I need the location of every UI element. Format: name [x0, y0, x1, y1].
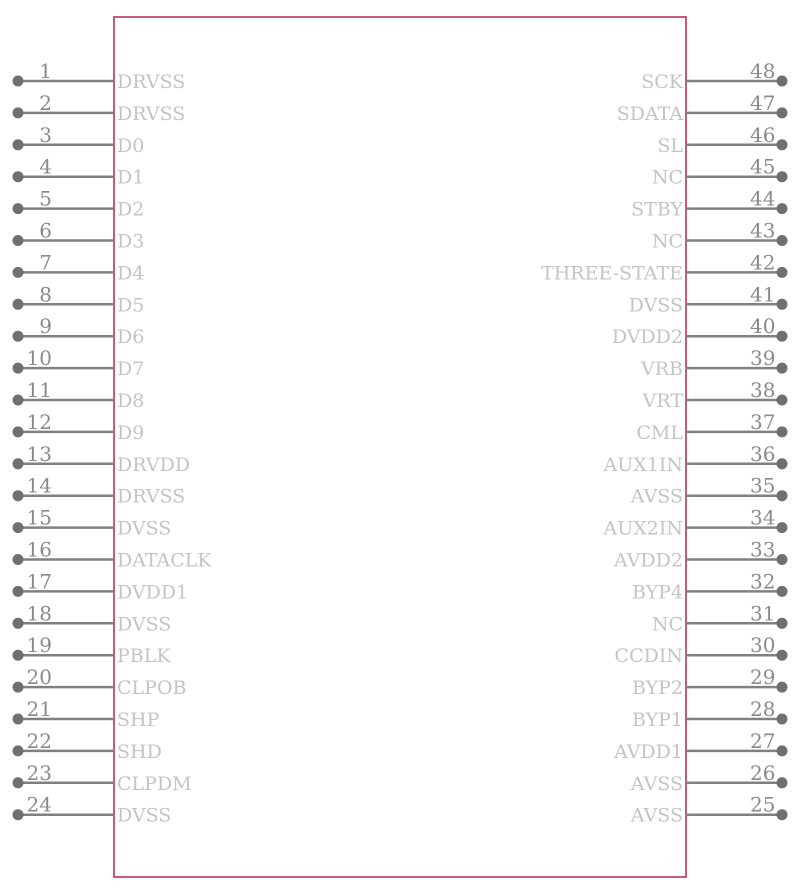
pin-name-label: NC: [651, 613, 683, 636]
pin-number: 2: [39, 90, 52, 115]
pin-number: 12: [26, 409, 52, 434]
pin-name-label: DRVSS: [117, 485, 186, 508]
pin-number: 30: [750, 633, 776, 658]
pin-number: 15: [26, 505, 52, 530]
pin-name-label: AUX1IN: [603, 453, 683, 476]
pin-number: 36: [750, 441, 776, 466]
pin-endpoint-dot: [13, 490, 24, 501]
pin-name-label: DVSS: [628, 294, 683, 317]
pin-number: 29: [750, 665, 776, 690]
pin-number: 38: [750, 378, 776, 402]
pin-number: 7: [39, 250, 52, 275]
pin-endpoint-dot: [13, 331, 24, 342]
pin-endpoint-dot: [13, 777, 24, 788]
pin-number: 22: [26, 728, 52, 753]
pin-name-label: BYP4: [631, 581, 683, 604]
pin-endpoint-dot: [777, 682, 788, 693]
pin-name-label: DVSS: [117, 804, 172, 827]
pin-name-label: PBLK: [117, 645, 171, 668]
pin-name-label: D0: [117, 134, 145, 157]
pin-name-label: STBY: [631, 198, 683, 221]
pin-number: 44: [750, 186, 776, 211]
pin-endpoint-dot: [13, 745, 24, 756]
pin-number: 33: [750, 537, 776, 562]
pin-number: 18: [26, 601, 52, 626]
pin-name-label: CML: [636, 421, 683, 444]
pin-number: 10: [26, 346, 52, 371]
pin-name-label: THREE-STATE: [541, 262, 683, 285]
pin-endpoint-dot: [777, 618, 788, 629]
pin-endpoint-dot: [13, 203, 24, 214]
pin-number: 6: [39, 218, 52, 243]
pin-name-label: SHD: [117, 740, 162, 763]
pin-name-label: VRB: [641, 358, 683, 381]
pin-number: 5: [39, 186, 52, 211]
pin-number: 11: [26, 378, 52, 402]
pin-name-label: NC: [651, 230, 683, 253]
pin-number: 37: [750, 409, 776, 434]
pin-number: 31: [750, 601, 776, 626]
pin-name-label: D4: [117, 262, 145, 285]
pin-number: 42: [750, 250, 776, 275]
pin-endpoint-dot: [777, 554, 788, 565]
pin-endpoint-dot: [13, 554, 24, 565]
pin-endpoint-dot: [777, 490, 788, 501]
pin-name-label: BYP1: [631, 709, 683, 731]
pin-name-label: CCDIN: [614, 645, 683, 668]
pin-endpoint-dot: [777, 107, 788, 118]
pin-endpoint-dot: [13, 458, 24, 469]
pin-name-label: D3: [117, 230, 145, 253]
pin-endpoint-dot: [777, 139, 788, 150]
pin-endpoint-dot: [13, 76, 24, 87]
pin-endpoint-dot: [777, 171, 788, 182]
pin-name-label: BYP2: [631, 677, 683, 700]
pin-number: 19: [26, 633, 52, 658]
pin-endpoint-dot: [777, 76, 788, 87]
pin-endpoint-dot: [777, 458, 788, 469]
pin-endpoint-dot: [777, 235, 788, 246]
pin-number: 47: [750, 90, 776, 115]
pin-name-label: D9: [117, 421, 145, 444]
pin-number: 35: [750, 473, 776, 498]
pin-name-label: SDATA: [616, 102, 683, 125]
pin-number: 24: [26, 792, 52, 817]
pin-endpoint-dot: [13, 363, 24, 374]
pin-name-label: D8: [117, 390, 145, 412]
pin-name-label: SHP: [117, 709, 160, 731]
pin-name-label: D1: [117, 166, 145, 189]
pin-name-label: D2: [117, 198, 145, 221]
pin-number: 16: [26, 537, 52, 562]
pin-number: 4: [39, 154, 52, 179]
pin-name-label: DRVDD: [117, 453, 191, 476]
pin-endpoint-dot: [13, 714, 24, 725]
pin-number: 39: [750, 346, 776, 371]
pin-number: 9: [39, 314, 52, 339]
pin-name-label: D6: [117, 326, 145, 349]
pin-number: 13: [26, 441, 52, 466]
pin-number: 28: [750, 697, 776, 721]
pin-endpoint-dot: [777, 299, 788, 310]
pin-number: 21: [26, 697, 52, 721]
pin-number: 34: [750, 505, 776, 530]
pin-number: 27: [750, 728, 776, 753]
pin-number: 48: [750, 59, 776, 83]
pin-endpoint-dot: [777, 650, 788, 661]
pin-endpoint-dot: [13, 650, 24, 661]
pin-endpoint-dot: [13, 395, 24, 406]
pin-number: 43: [750, 218, 776, 243]
pin-number: 40: [750, 314, 776, 339]
pin-name-label: DRVSS: [117, 102, 186, 125]
pin-name-label: D7: [117, 358, 145, 381]
pin-number: 45: [750, 154, 776, 179]
pin-number: 25: [750, 792, 776, 817]
pin-endpoint-dot: [777, 586, 788, 597]
pin-number: 46: [750, 122, 776, 147]
pin-endpoint-dot: [777, 203, 788, 214]
pin-name-label: CLPDM: [117, 772, 192, 795]
pin-endpoint-dot: [13, 586, 24, 597]
pin-endpoint-dot: [777, 267, 788, 278]
pin-endpoint-dot: [13, 171, 24, 182]
pin-endpoint-dot: [13, 107, 24, 118]
pin-endpoint-dot: [13, 618, 24, 629]
pin-endpoint-dot: [777, 809, 788, 820]
pin-name-label: DVSS: [117, 517, 172, 540]
pin-name-label: CLPOB: [117, 677, 187, 700]
pin-number: 23: [26, 760, 52, 785]
pin-name-label: NC: [651, 166, 683, 189]
pin-endpoint-dot: [13, 809, 24, 820]
pin-name-label: D5: [117, 294, 145, 317]
pin-name-label: DVSS: [117, 613, 172, 636]
pin-endpoint-dot: [777, 426, 788, 437]
pin-number: 26: [750, 760, 776, 785]
pin-name-label: AUX2IN: [603, 517, 683, 540]
pin-endpoint-dot: [777, 331, 788, 342]
pin-number: 20: [26, 665, 52, 690]
pin-endpoint-dot: [777, 522, 788, 533]
pin-endpoint-dot: [777, 363, 788, 374]
pin-name-label: SCK: [641, 71, 683, 93]
pin-name-label: AVDD2: [613, 549, 683, 572]
pin-name-label: DVDD2: [611, 326, 683, 349]
pin-number: 3: [39, 122, 52, 147]
pin-endpoint-dot: [13, 522, 24, 533]
pin-endpoint-dot: [777, 714, 788, 725]
pin-number: 1: [39, 59, 52, 83]
pin-endpoint-dot: [13, 426, 24, 437]
pin-name-label: AVSS: [630, 804, 683, 827]
pin-name-label: SL: [657, 134, 683, 157]
pin-name-label: AVSS: [630, 772, 683, 795]
pin-endpoint-dot: [777, 395, 788, 406]
pin-number: 32: [750, 569, 776, 594]
pin-number: 17: [26, 569, 52, 594]
pin-name-label: DRVSS: [117, 71, 186, 93]
pin-name-label: DATACLK: [117, 549, 212, 572]
pin-endpoint-dot: [777, 745, 788, 756]
pin-number: 41: [750, 282, 776, 307]
pin-name-label: VRT: [642, 390, 683, 412]
pin-name-label: DVDD1: [117, 581, 189, 604]
pin-endpoint-dot: [13, 139, 24, 150]
pin-name-label: AVDD1: [613, 740, 683, 763]
pin-number: 8: [39, 282, 52, 307]
pin-name-label: AVSS: [630, 485, 683, 508]
pin-endpoint-dot: [13, 267, 24, 278]
pin-endpoint-dot: [13, 682, 24, 693]
pin-endpoint-dot: [777, 777, 788, 788]
pin-number: 14: [26, 473, 52, 498]
pin-endpoint-dot: [13, 299, 24, 310]
pin-endpoint-dot: [13, 235, 24, 246]
ic-body-outline: [114, 17, 686, 877]
